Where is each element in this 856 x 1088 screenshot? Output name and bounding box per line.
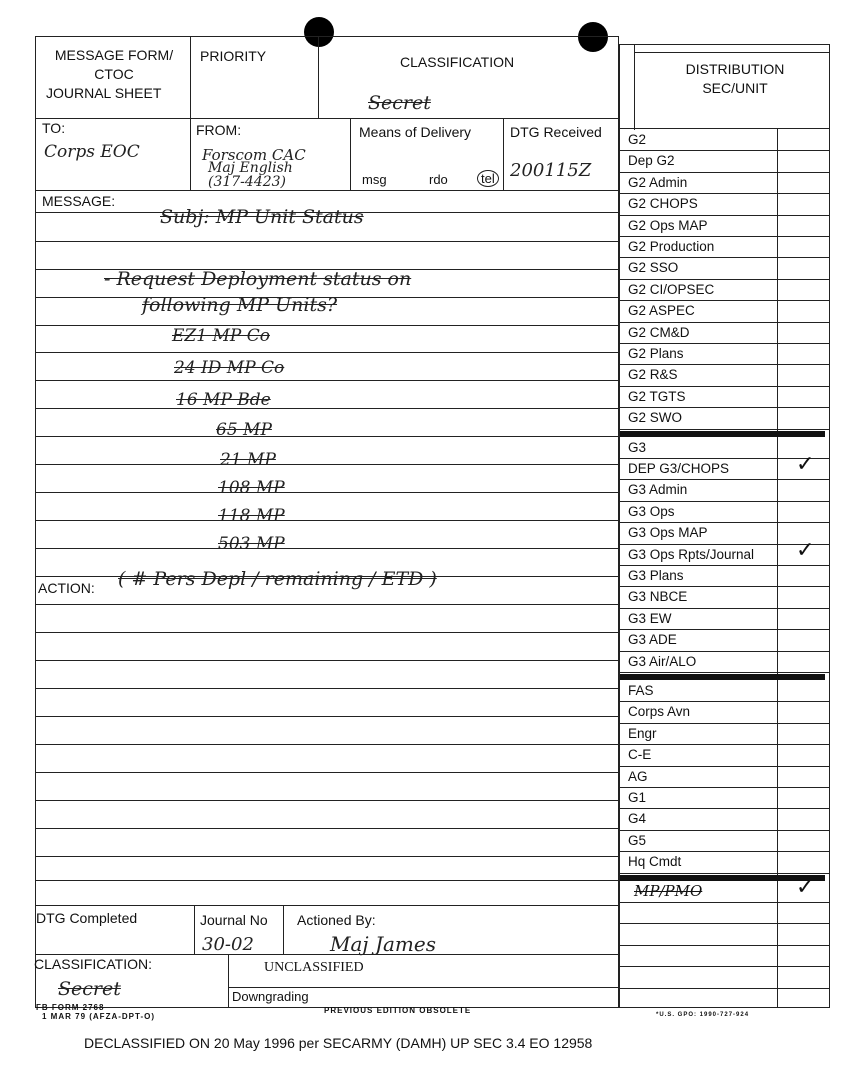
to-value: Corps EOC <box>44 142 140 162</box>
distribution-item <box>628 301 776 320</box>
from-line-1: Forscom CAC <box>202 146 306 164</box>
from-label: FROM: <box>196 122 242 138</box>
check-mark: ✓ <box>796 537 815 563</box>
distribution-item-label: Hq Cmdt <box>628 854 682 870</box>
form-title-line-3: JOURNAL SHEET <box>46 85 162 101</box>
distribution-item <box>628 809 776 828</box>
distribution-item <box>628 237 776 256</box>
footer-classification-value: Secret <box>58 978 121 1000</box>
distribution-item <box>628 258 776 277</box>
distribution-item-label: G3 Plans <box>628 568 684 583</box>
distribution-item-label: G3 Air/ALO <box>628 653 697 669</box>
distribution-item-label: G2 Plans <box>628 346 684 361</box>
distribution-item <box>628 831 776 850</box>
distribution-item <box>628 767 776 786</box>
dtg-received-value: 200115Z <box>510 160 592 181</box>
distribution-item <box>628 280 776 299</box>
distribution-item-label: G2 ASPEC <box>628 303 695 319</box>
distribution-item-label: G4 <box>628 811 647 827</box>
distribution-item <box>628 387 776 406</box>
footer-classification-label: CLASSIFICATION: <box>34 956 152 972</box>
distribution-item <box>628 459 776 478</box>
message-line-4: EZ1 MP Co <box>172 326 270 346</box>
distribution-item <box>628 216 776 235</box>
to-label: TO: <box>42 120 66 136</box>
distribution-item-label: G2 CM&D <box>628 324 690 340</box>
classification-label: CLASSIFICATION <box>400 54 515 70</box>
distribution-item-label: G2 SWO <box>628 410 683 426</box>
distribution-item-label: G2 CI/OPSEC <box>628 281 715 297</box>
distribution-item <box>628 130 776 149</box>
distribution-item-label: G2 Production <box>628 239 715 254</box>
distribution-item-label: G2 CHOPS <box>628 196 698 212</box>
distribution-item-label: Engr <box>628 725 657 741</box>
means-of-delivery-label: Means of Delivery <box>359 124 472 140</box>
distribution-title <box>640 60 830 98</box>
distribution-item-label: FAS <box>628 683 654 698</box>
distribution-item <box>628 344 776 363</box>
declassified-note: DECLASSIFIED ON 20 May 1996 per SECARMY (DAMH) UP SEC 3.4 EO 12958 <box>84 1035 593 1051</box>
distribution-item-label: G2 SSO <box>628 260 679 276</box>
dtg-completed-label: DTG Completed <box>36 910 138 926</box>
distribution-item <box>628 194 776 213</box>
distribution-item <box>628 566 776 585</box>
distribution-empty-row-line <box>619 966 830 967</box>
distribution-item <box>628 173 776 192</box>
message-label: MESSAGE: <box>42 193 116 209</box>
message-form <box>35 36 619 1008</box>
distribution-item-label: G2 R&S <box>628 367 678 383</box>
message-line-11: 503 MP <box>218 534 285 554</box>
distribution-row-line <box>619 902 830 903</box>
actioned-by-label: Actioned By: <box>297 912 376 928</box>
distribution-empty-row-line <box>619 923 830 924</box>
message-line-1: Subj: MP Unit Status <box>160 206 364 228</box>
distribution-item <box>628 788 776 807</box>
message-line-3: following MP Units? <box>142 294 338 316</box>
form-title-line-1: MESSAGE FORM/ <box>54 47 174 63</box>
distribution-item <box>628 323 776 342</box>
form-id-line-1: FB FORM 2768 <box>36 1003 105 1012</box>
distribution-item-label: Corps Avn <box>628 704 691 720</box>
distribution-item <box>628 438 776 457</box>
journal-no-value: 30-02 <box>202 934 254 955</box>
check-mark: ✓ <box>796 874 815 900</box>
distribution-group-divider <box>620 674 825 680</box>
distribution-item <box>628 630 776 649</box>
priority-label: PRIORITY <box>200 48 267 64</box>
check-mark: ✓ <box>796 452 815 477</box>
distribution-item-label: G2 Ops MAP <box>628 217 708 233</box>
distribution-item-label: Dep G2 <box>628 153 675 169</box>
distribution-item-label: G5 <box>628 832 647 848</box>
distribution-item-label: G3 Admin <box>628 482 688 498</box>
distribution-item-label: G3 NBCE <box>628 589 688 605</box>
distribution-item-label: G3 <box>628 439 647 455</box>
dtg-received-label: DTG Received <box>510 124 602 140</box>
distribution-item <box>628 502 776 521</box>
distribution-item <box>628 724 776 743</box>
previous-edition-note: PREVIOUS EDITION OBSOLETE <box>324 1006 472 1015</box>
distribution-item-label: AG <box>628 768 648 784</box>
distribution-group-divider <box>620 431 825 437</box>
distribution-item-label: DEP G3/CHOPS <box>628 461 730 476</box>
distribution-group-divider <box>620 875 825 881</box>
action-value: ( # Pers Depl / remaining / ETD ) <box>118 568 437 590</box>
distribution-item-label: C-E <box>628 747 652 763</box>
distribution-item <box>628 652 776 671</box>
distribution-row-line <box>619 672 830 673</box>
unclassified-stamp: UNCLASSIFIED <box>264 960 364 975</box>
distribution-row-line <box>619 873 830 874</box>
message-line-6: 16 MP Bde <box>176 390 271 410</box>
means-option-rdo: rdo <box>429 172 448 187</box>
distribution-item-label: G3 Ops MAP <box>628 525 708 541</box>
distribution-title-line-2: SEC/UNIT <box>702 80 768 96</box>
distribution-item <box>628 480 776 499</box>
distribution-empty-row-line <box>619 945 830 946</box>
form-title-line-2: CTOC <box>94 66 134 82</box>
distribution-item <box>628 745 776 764</box>
action-label: ACTION: <box>38 580 95 596</box>
form-id-line-2: 1 MAR 79 (AFZA-DPT-O) <box>42 1012 155 1021</box>
distribution-item-label: G1 <box>628 790 647 805</box>
distribution-item <box>628 365 776 384</box>
gpo-note: *U.S. GPO: 1990-727-924 <box>656 1012 750 1018</box>
message-line-10: 118 MP <box>218 506 285 526</box>
message-line-5: 24 ID MP Co <box>174 358 285 378</box>
form-title <box>44 46 184 103</box>
classification-value: Secret <box>368 92 431 114</box>
distribution-item <box>628 151 776 170</box>
message-line-9: 108 MP <box>218 478 285 498</box>
distribution-item <box>628 852 776 871</box>
actioned-by-value: Maj James <box>330 932 436 956</box>
distribution-item-label: G3 EW <box>628 610 672 626</box>
distribution-item-label: G3 Ops <box>628 503 675 519</box>
distribution-item <box>628 681 776 700</box>
message-line-7: 65 MP <box>216 420 272 440</box>
distribution-item-label: G2 <box>628 132 647 147</box>
distribution-item-label: G3 Ops Rpts/Journal <box>628 546 755 562</box>
distribution-item <box>628 587 776 606</box>
from-line-2: Maj English <box>208 160 293 176</box>
distribution-item-label: G2 Admin <box>628 174 688 190</box>
distribution-item <box>628 609 776 628</box>
distribution-item <box>628 408 776 427</box>
from-line-3: (317-4423) <box>208 174 287 190</box>
distribution-empty-row-line <box>619 988 830 989</box>
distribution-item-label: MP/PMO <box>634 881 703 900</box>
distribution-item <box>628 882 776 901</box>
distribution-item <box>628 523 776 542</box>
message-line-2: - Request Deployment status on <box>104 268 412 290</box>
distribution-item-label: G2 TGTS <box>628 388 686 404</box>
message-line-8: 21 MP <box>220 450 276 470</box>
distribution-title-line-1: DISTRIBUTION <box>685 61 785 77</box>
distribution-item <box>628 702 776 721</box>
distribution-row-line <box>619 429 830 430</box>
downgrading-label: Downgrading <box>232 989 309 1004</box>
means-option-msg: msg <box>362 172 387 187</box>
distribution-item-label: G3 ADE <box>628 632 677 648</box>
means-option-tel: tel <box>477 170 499 187</box>
distribution-item <box>628 545 776 564</box>
journal-no-label: Journal No <box>200 912 268 928</box>
